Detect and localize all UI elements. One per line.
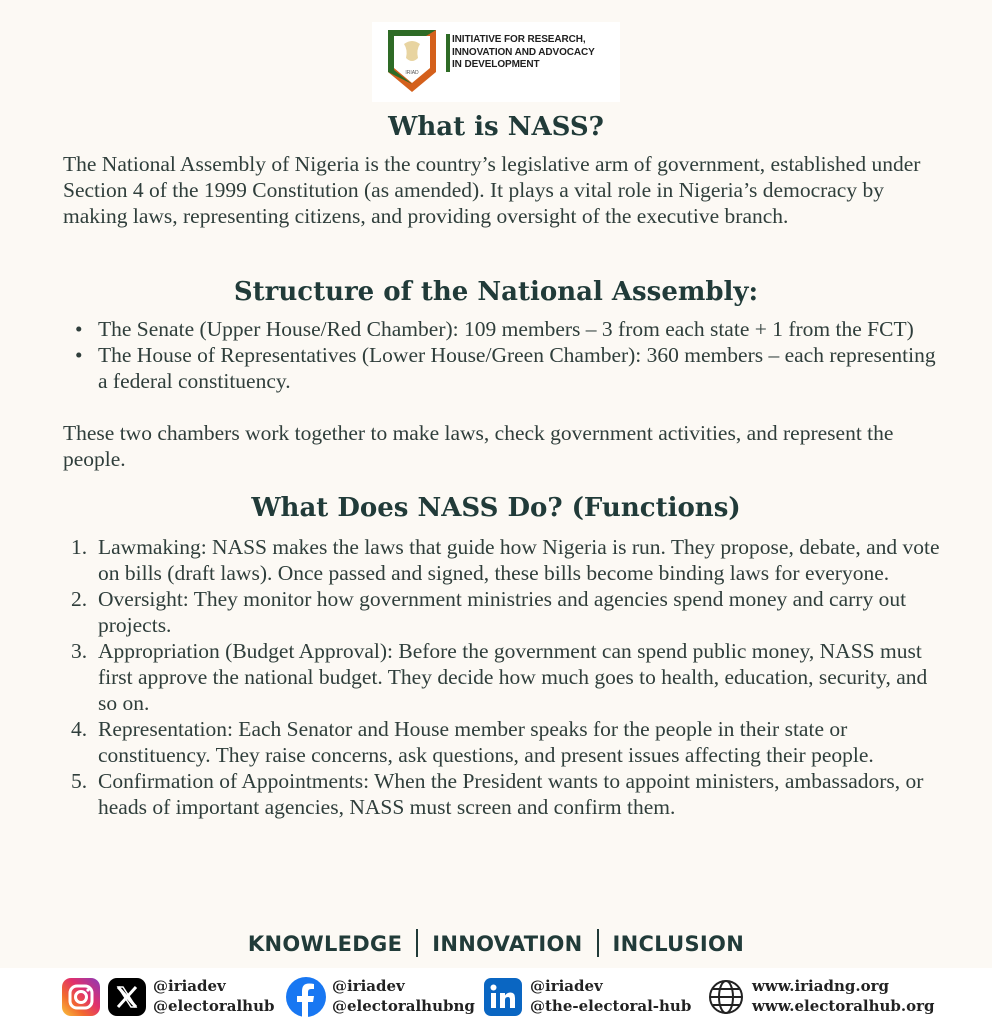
x-icon[interactable]: [108, 978, 146, 1016]
linkedin-icon[interactable]: [484, 978, 522, 1016]
handles-instagram-x: [153, 976, 274, 1016]
structure-list: [63, 316, 943, 394]
tagline: [0, 929, 992, 957]
iriad-logo: [372, 22, 620, 102]
instagram-icon[interactable]: [62, 978, 100, 1016]
list-item: 1. Lawmaking: NASS makes the laws that guide how Nigeria is run. They propose, debate, and vote on bills (draft laws). Once passed and signed, these bills become binding laws for everyone.: [71, 535, 940, 585]
section-title-structure: Structure of the National Assembly:: [233, 277, 759, 307]
intro-paragraph: The National Assembly of Nigeria is the country’s legislative arm of government, established under Section 4 of the 1999 Constitution (as amended). It plays a vital role in Nigeria’s democracy by making laws, representing citizens, and providing oversight of the executive branch.: [63, 152, 921, 228]
list-item: 4. Representation: Each Senator and House member speaks for the people in their state or constituency. They raise concerns, ask questions, and present issues affecting their people.: [71, 717, 874, 767]
handles-linkedin: [530, 976, 691, 1016]
list-item: 5. Confirmation of Appointments: When the President wants to appoint ministers, ambassadors, or heads of important agencies, NASS must screen and confirm them.: [71, 769, 924, 819]
svg-text:IRIAD: IRIAD: [405, 70, 419, 76]
list-item: 2. Oversight: They monitor how government ministries and agencies spend money and carry out projects.: [71, 587, 907, 637]
handle-link[interactable]: @electoralhub: [153, 997, 275, 1015]
tagline-knowledge: KNOWLEDGE: [247, 932, 403, 956]
handle-link[interactable]: @electoralhubng: [332, 997, 475, 1015]
functions-list: [63, 534, 943, 820]
handles-facebook: [332, 976, 475, 1016]
handle-link[interactable]: @iriadev: [530, 977, 603, 995]
shield-logo-icon: [386, 28, 438, 94]
tagline-innovation: INNOVATION: [432, 932, 583, 956]
list-item: 3. Appropriation (Budget Approval): Before the government can spend public money, NASS must first approve the national budget. They decide how much goes to health, education, security, and so on.: [71, 639, 928, 715]
facebook-icon[interactable]: [286, 977, 326, 1017]
section-title-functions: What Does NASS Do? (Functions): [251, 493, 741, 523]
handle-link[interactable]: @iriadev: [332, 977, 405, 995]
divider: [416, 929, 418, 957]
section-title-what-is-nass: What is NASS?: [388, 112, 604, 142]
logo-divider: [446, 34, 450, 72]
website-link[interactable]: www.iriadng.org: [752, 977, 889, 995]
tagline-inclusion: INCLUSION: [612, 932, 745, 956]
handle-link[interactable]: @the-electoral-hub: [530, 997, 692, 1015]
social-footer: [0, 968, 992, 1024]
list-item: • The House of Representatives (Lower House/Green Chamber): 360 members – each representing a federal constituency.: [75, 343, 936, 393]
website-link[interactable]: www.electoralhub.org: [752, 997, 935, 1015]
logo-text: INITIATIVE FOR RESEARCH, INNOVATION AND ADVOCACY IN DEVELOPMENT: [452, 34, 595, 70]
website-links: [752, 976, 935, 1016]
structure-summary: These two chambers work together to make laws, check government activities, and represent the people.: [63, 421, 894, 471]
globe-icon: [707, 978, 745, 1016]
divider: [597, 929, 599, 957]
list-item: • The Senate (Upper House/Red Chamber): 109 members – 3 from each state + 1 from the FCT): [75, 317, 914, 341]
handle-link[interactable]: @iriadev: [153, 977, 226, 995]
